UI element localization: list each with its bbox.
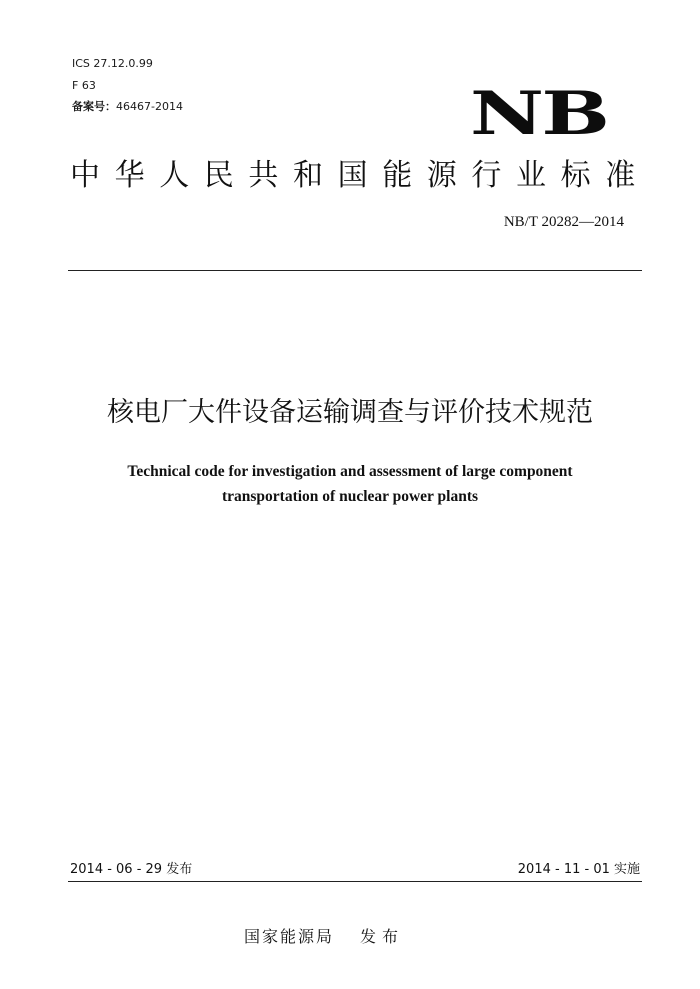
header-divider [68, 270, 642, 271]
nb-logo: NB [470, 79, 608, 149]
issuer-name: 国家能源局 [244, 927, 335, 946]
ics-code: ICS 27.12.0.99 [72, 57, 153, 70]
standard-number: NB/T 20282—2014 [503, 214, 624, 230]
issue-date: 2014 - 06 - 29 发布 [70, 862, 193, 877]
filing-number: 46467-2014 [116, 100, 183, 113]
footer-divider [68, 881, 642, 882]
filing-number-label: 备案号： [72, 100, 116, 113]
document-title-en-line2: transportation of nuclear power plants [221, 488, 479, 505]
issuer-action: 发布 [360, 927, 405, 946]
filing-number-line [72, 100, 183, 114]
document-title-cn: 核电厂大件设备运输调查与评价技术规范 [107, 397, 593, 428]
implementation-date: 2014 - 11 - 01 实施 [517, 862, 640, 877]
ccs-code: F 63 [72, 79, 96, 92]
issuer [244, 926, 404, 948]
standard-category-title: 中华人民共和国能源行业标准 [70, 158, 650, 193]
document-title-en-line1: Technical code for investigation and assessment of large component [127, 463, 573, 480]
